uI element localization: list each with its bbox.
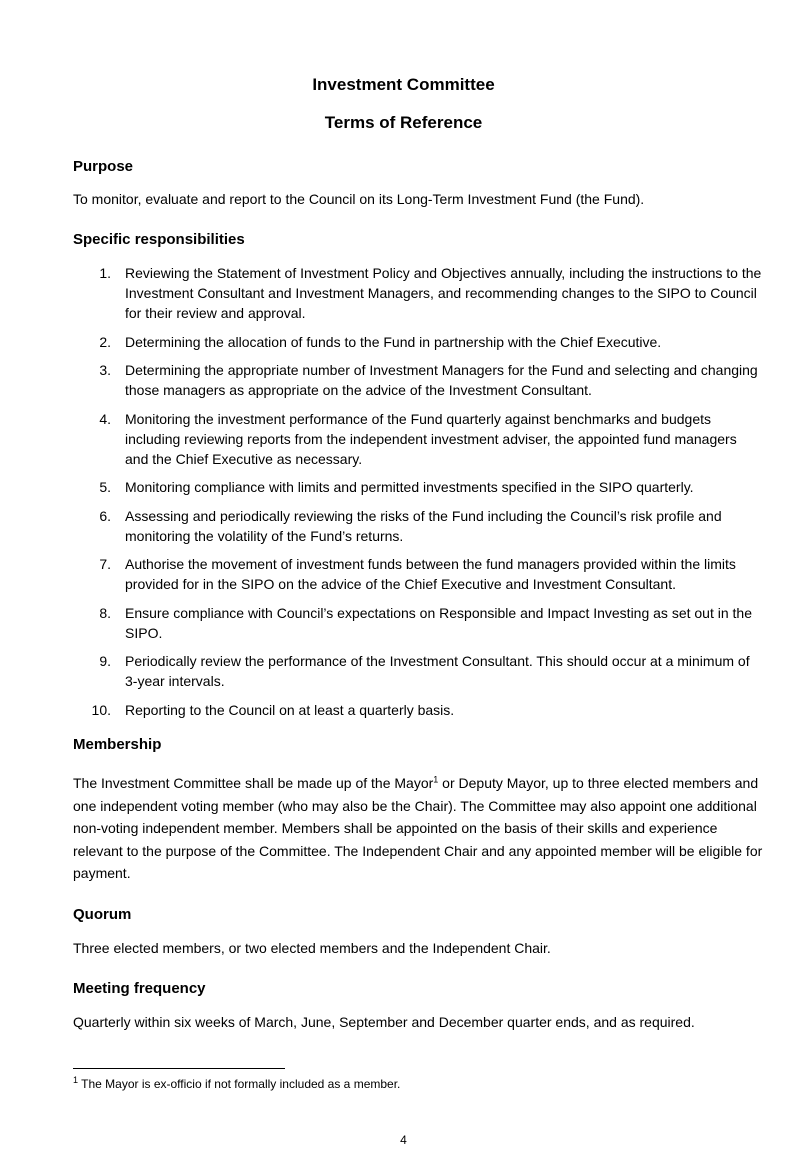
list-item-text: Monitoring the investment performance of the Fund quarterly against benchmarks and budgets including reviewing reports from the independent investment adviser, the appointed fund managers and the Chief Executive as necessary. (125, 410, 737, 467)
list-item (73, 263, 763, 323)
list-item (73, 603, 763, 643)
purpose-heading: Purpose (73, 158, 134, 175)
purpose-text: To monitor, evaluate and report to the Council on its Long-Term Investment Fund (the Fund). (73, 191, 645, 207)
membership-text (73, 772, 763, 885)
list-item-text: Authorise the movement of investment funds between the fund managers provided within the limits provided for in the SIPO on the advice of the Chief Executive and Investment Consultant. (125, 556, 736, 592)
meeting-frequency-text: Quarterly within six weeks of March, June, September and December quarter ends, and as required. (73, 1014, 695, 1030)
document-subtitle: Terms of Reference (324, 113, 483, 132)
quorum-heading: Quorum (73, 906, 132, 923)
document-title: Investment Committee (312, 75, 495, 94)
list-item-number: 2. (99, 333, 111, 350)
footnote-text: The Mayor is ex-officio if not formally included as a member. (78, 1077, 401, 1091)
list-item (73, 700, 763, 720)
list-item-number: 9. (99, 653, 111, 669)
footnote-marker: 1 (73, 1075, 79, 1085)
list-item-text: Reviewing the Statement of Investment Policy and Objectives annually, including the instructions to the Investment Consultant and Investment Managers, and recommending changes to the SIPO to Council for their review and approval. (125, 265, 762, 321)
list-item-text: Assessing and periodically reviewing the risks of the Fund including the Council’s risk profile and monitoring the volatility of the Fund’s returns. (125, 507, 722, 544)
membership-text-start: The Investment Committee shall be made up of the Mayor (73, 775, 434, 791)
list-item-text: Reporting to the Council on at least a quarterly basis. (125, 701, 455, 718)
list-item (73, 506, 763, 546)
list-item-number: 4. (99, 410, 111, 427)
list-item-text: Monitoring compliance with limits and permitted investments specified in the SIPO quarterly. (125, 479, 694, 495)
list-item-text: Determining the appropriate number of Investment Managers for the Fund and selecting and changing those managers as appropriate on the advice of the Investment Consultant. (125, 362, 758, 398)
page-number: 4 (400, 1133, 407, 1147)
footnote (73, 1077, 400, 1091)
list-item (73, 409, 763, 469)
responsibilities-heading: Specific responsibilities (73, 231, 245, 248)
list-item (73, 554, 763, 594)
membership-text-end: or Deputy Mayor, up to three elected members and one independent voting member (who may also be the Chair). The Committee may also appoint one additional non-voting independent member. Members shall be appointed on the basis of their skills and experience relevant to the purpose of the Committee. The Independent Chair and any appointed member will be eligible for payment. (73, 775, 763, 881)
membership-heading: Membership (73, 736, 162, 753)
responsibilities-list (73, 263, 763, 728)
list-item-number: 3. (99, 362, 111, 378)
footnote-separator (73, 1068, 285, 1069)
quorum-text: Three elected members, or two elected members and the Independent Chair. (73, 940, 551, 956)
list-item (73, 360, 763, 400)
list-item-text: Ensure compliance with Council’s expectations on Responsible and Impact Investing as set out in the SIPO. (125, 604, 752, 641)
meeting-frequency-heading: Meeting frequency (73, 980, 206, 997)
list-item-number: 6. (99, 507, 111, 524)
list-item-text: Determining the allocation of funds to the Fund in partnership with the Chief Executive. (125, 333, 662, 350)
list-item-number: 1. (99, 265, 111, 281)
list-item-number: 5. (99, 479, 111, 495)
list-item (73, 651, 763, 691)
list-item-number: 8. (99, 604, 111, 621)
footnote-reference[interactable]: 1 (433, 774, 439, 785)
list-item-number: 7. (99, 556, 111, 572)
list-item (73, 332, 763, 352)
list-item-text: Periodically review the performance of the Investment Consultant. This should occur at a minimum of 3-year intervals. (125, 653, 750, 689)
list-item-number: 10. (91, 701, 111, 718)
list-item (73, 477, 763, 497)
